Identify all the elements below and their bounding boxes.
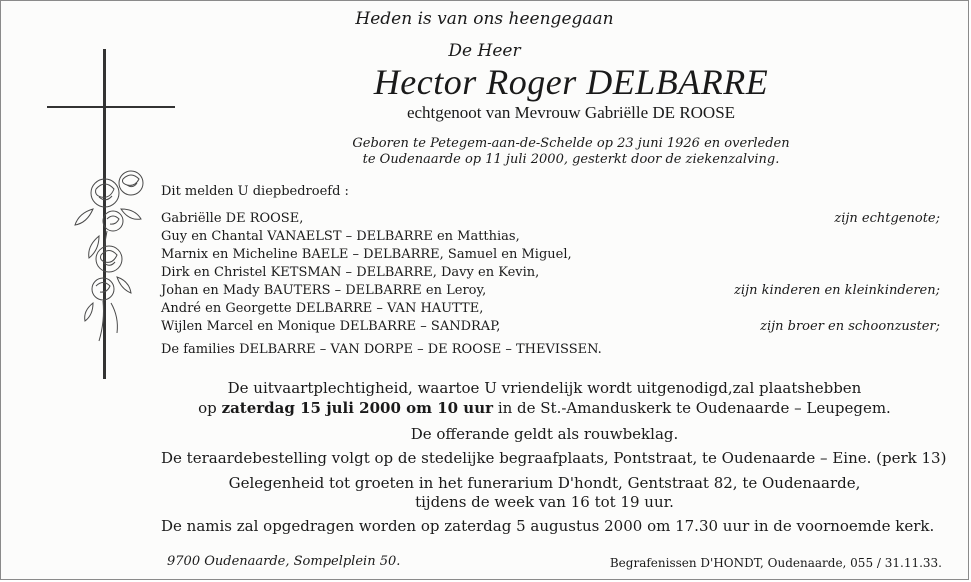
deceased-name: Hector Roger DELBARRE (373, 62, 769, 102)
birth-death-line-2: te Oudenaarde op 11 juli 2000, gesterkt door de ziekenzalving. (362, 152, 780, 167)
ceremony-line-1: De uitvaartplechtigheid, waartoe U vriendelijk wordt uitgenodigd,zal plaatshebben (227, 379, 862, 397)
spouse-line: echtgenoot van Mevrouw Gabriëlle DE ROOSE (406, 103, 736, 122)
relation-spouse: zijn echtgenote; (834, 211, 940, 226)
birth-death-line-1: Geboren te Petegem-aan-de-Schelde op 23 juni 1926 en overleden (352, 136, 790, 151)
relation-siblings: zijn broer en schoonzuster; (760, 319, 940, 334)
mass-line: De namis zal opgedragen worden op zaterdag 5 augustus 2000 om 17.30 uur in de voornoemde kerk. (161, 517, 935, 535)
family-line: Guy en Chantal VANAELST – DELBARRE en Matthias, (161, 229, 520, 244)
cross-icon (47, 49, 175, 379)
greeting-line-2: tijdens de week van 16 tot 19 uur. (415, 493, 674, 511)
family-line: Gabriëlle DE ROOSE, (161, 211, 304, 226)
family-line: Marnix en Micheline BAELE – DELBARRE, Samuel en Miguel, (161, 247, 572, 262)
honorific: De Heer (448, 41, 521, 61)
ceremony-location: in de St.-Amanduskerk te Oudenaarde – Leupegem. (497, 399, 891, 417)
family-line: Dirk en Christel KETSMAN – DELBARRE, Davy en Kevin, (161, 265, 540, 280)
rose-icon (75, 171, 143, 341)
family-address: 9700 Oudenaarde, Sompelplein 50. (167, 554, 401, 569)
family-line: Wijlen Marcel en Monique DELBARRE – SANDRAP, (161, 319, 501, 334)
announcement-text: Dit melden U diepbedroefd : (161, 184, 349, 199)
funeral-home-info: Begrafenissen D'HONDT, Oudenaarde, 055 / 31.11.33. (609, 556, 942, 570)
families-line: De families DELBARRE – VAN DORPE – DE ROOSE – THEVISSEN. (161, 342, 602, 357)
family-line: Johan en Mady BAUTERS – DELBARRE en Leroy, (161, 283, 487, 298)
ceremony-line-2 (161, 399, 928, 417)
offering-line: De offerande geldt als rouwbeklag. (410, 425, 679, 443)
family-line: André en Georgette DELBARRE – VAN HAUTTE, (161, 301, 484, 316)
ceremony-prefix: op (198, 399, 217, 417)
greeting-line-1: Gelegenheid tot groeten in het funerarium D'hondt, Gentstraat 82, te Oudenaarde, (228, 474, 861, 492)
burial-line: De teraardebestelling volgt op de stedelijke begraafplaats, Pontstraat, te Oudenaarde – Eine. (perk 13) (161, 449, 947, 467)
relation-children: zijn kinderen en kleinkinderen; (734, 283, 940, 298)
ceremony-date: zaterdag 15 juli 2000 om 10 uur (221, 399, 494, 417)
heading-text: Heden is van ons heengegaan (355, 9, 614, 29)
